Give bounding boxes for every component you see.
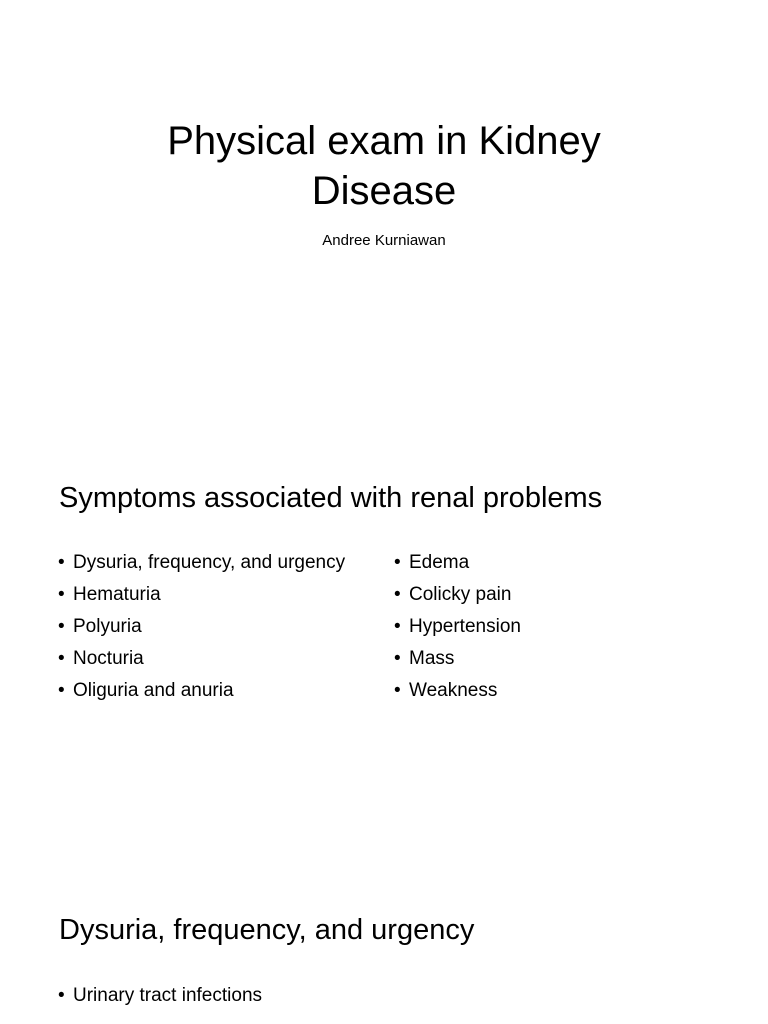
list-item-text: Dysuria, frequency, and urgency [73, 552, 346, 573]
list-item-text: Polyuria [73, 616, 142, 637]
list-item [394, 675, 521, 707]
bullet-icon: • [58, 552, 65, 573]
list-item-text: Colicky pain [409, 584, 512, 605]
list-item-text: Mass [409, 648, 455, 669]
slide-heading: Dysuria, frequency, and urgency [59, 914, 475, 946]
bullet-icon: • [394, 584, 401, 605]
list-item [394, 579, 521, 611]
list-item-text: Oliguria and anuria [73, 680, 234, 701]
list-item [58, 643, 345, 675]
symptoms-slide [0, 432, 768, 864]
bullet-icon: • [58, 680, 65, 701]
list-item [58, 579, 345, 611]
title-line-2: Disease [311, 169, 457, 213]
bullet-icon: • [394, 616, 401, 637]
list-item [394, 643, 521, 675]
bullet-icon: • [58, 648, 65, 669]
bullet-list-right [394, 547, 521, 707]
title-slide [0, 0, 768, 432]
list-item-text: Weakness [409, 680, 498, 701]
list-item [58, 980, 262, 1012]
bullet-icon: • [394, 648, 401, 669]
list-item-text: Hematuria [73, 584, 161, 605]
slide-heading: Symptoms associated with renal problems [59, 482, 603, 514]
list-item [58, 675, 345, 707]
bullet-list-left [58, 547, 345, 707]
bullet-icon: • [394, 552, 401, 573]
list-item-text: Edema [409, 552, 470, 573]
list-item [394, 547, 521, 579]
title-line-1: Physical exam in Kidney [167, 119, 601, 163]
bullet-list [58, 980, 262, 1012]
list-item-text: Urinary tract infections [73, 985, 263, 1006]
list-item-text: Hypertension [409, 616, 521, 637]
author-name: Andree Kurniawan [322, 232, 446, 249]
bullet-icon: • [58, 616, 65, 637]
dysuria-slide [0, 864, 768, 1024]
list-item [58, 611, 345, 643]
bullet-icon: • [58, 985, 65, 1006]
list-item [58, 547, 345, 579]
presentation-title [0, 116, 768, 216]
bullet-icon: • [58, 584, 65, 605]
bullet-icon: • [394, 680, 401, 701]
list-item [394, 611, 521, 643]
list-item-text: Nocturia [73, 648, 144, 669]
